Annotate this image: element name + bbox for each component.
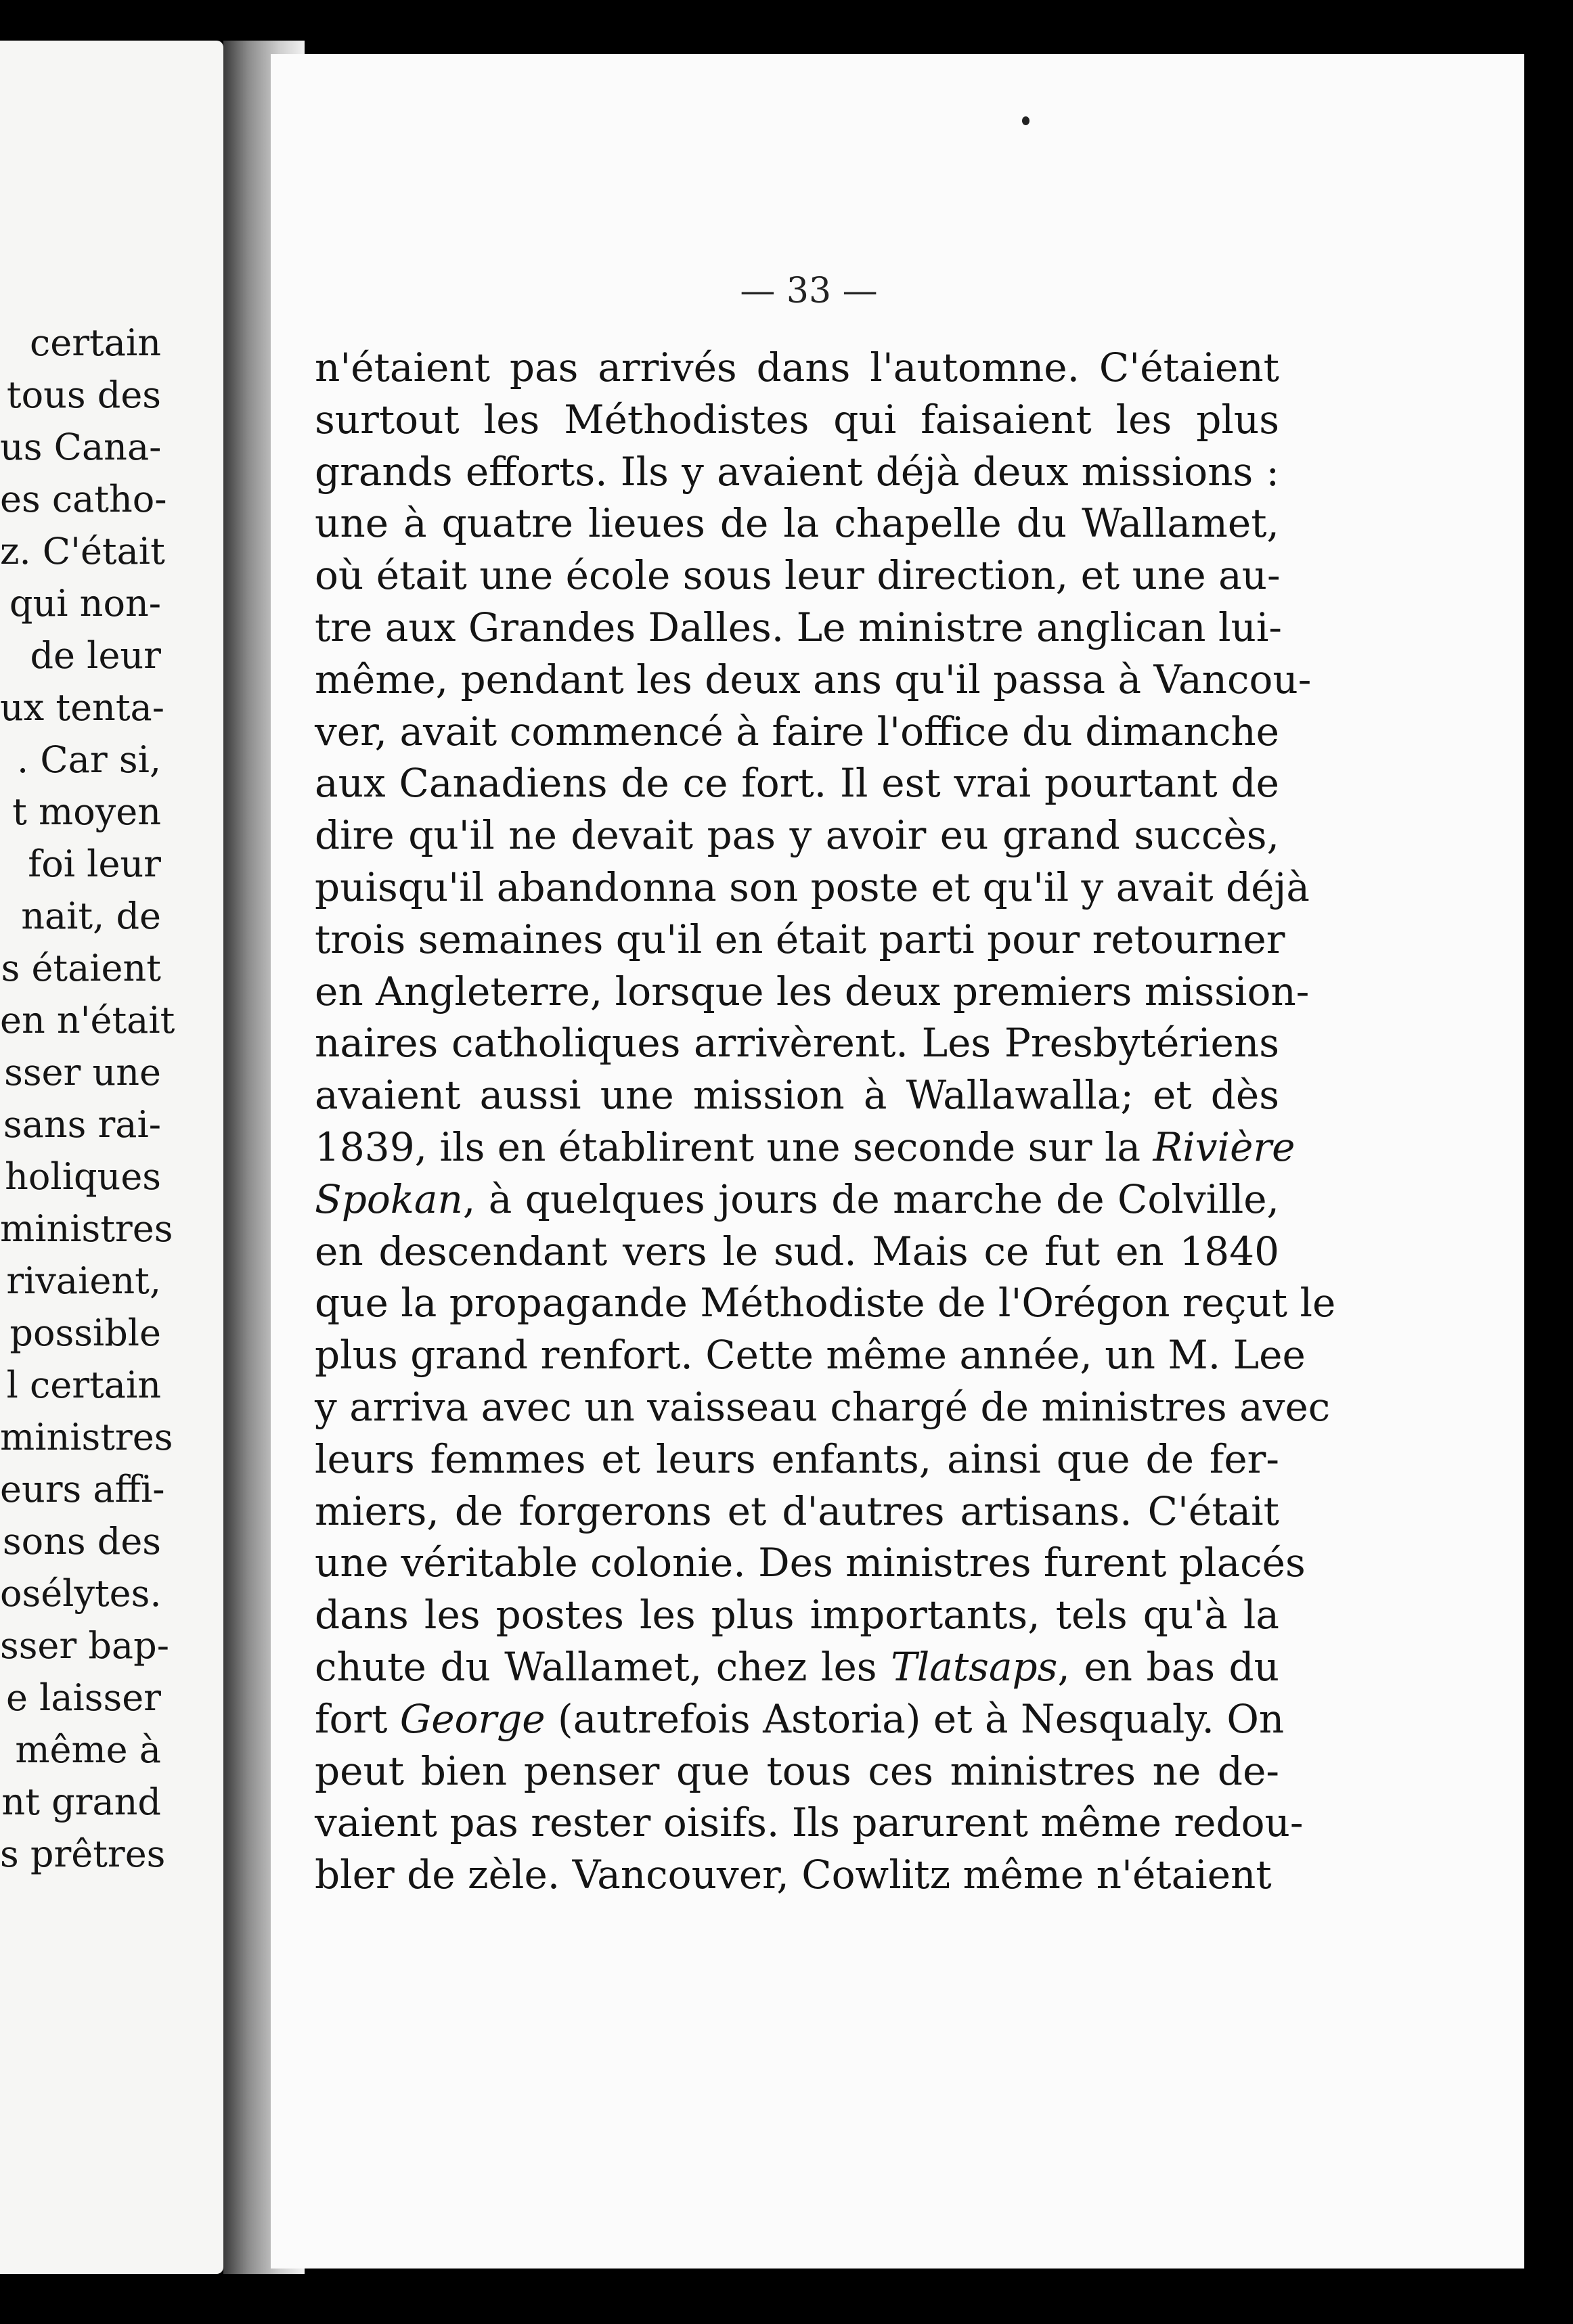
text-line (315, 1641, 1279, 1693)
page-body-text (315, 342, 1336, 1901)
italic-segment: George (399, 1695, 546, 1742)
text-segment: puisqu'il abandonna son poste et qu'il y avait déjà (315, 864, 1310, 910)
text-line (315, 1329, 1306, 1381)
text-segment: , en bas du (1057, 1643, 1279, 1690)
text-segment: que la propagande Méthodiste de l'Orégon reçut le (315, 1280, 1336, 1326)
text-line (315, 550, 1279, 602)
facing-page-line: sans rai- (3, 1103, 161, 1146)
text-line (315, 1485, 1279, 1538)
text-line (315, 342, 1279, 394)
italic-segment: Spokan (315, 1176, 463, 1222)
facing-page-line: foi leur (28, 843, 161, 885)
text-line (315, 1226, 1279, 1278)
text-segment: aux Canadiens de ce fort. Il est vrai pourtant de (315, 760, 1279, 807)
text-segment: dans les postes les plus importants, tels qu'à la (315, 1592, 1279, 1638)
facing-page-line: l certain (6, 1364, 161, 1406)
facing-page-line: de leur (30, 634, 161, 677)
facing-page-line: . Car si, (17, 738, 161, 781)
text-line (315, 1745, 1279, 1797)
text-line (315, 1069, 1279, 1121)
text-segment: (autrefois Astoria) et à Nesqualy. On (545, 1695, 1285, 1742)
text-segment: n'étaient pas arrivés dans l'automne. C'étaient (315, 344, 1279, 390)
text-line (315, 497, 1279, 550)
text-line (315, 1017, 1279, 1069)
facing-page-line: en n'était (0, 999, 175, 1042)
facing-page-line: rivaient, (6, 1259, 161, 1302)
text-line (315, 1174, 1279, 1226)
text-line (315, 1381, 1331, 1433)
text-line (315, 1277, 1336, 1329)
text-line (315, 1589, 1279, 1641)
italic-segment: Tlatsaps (891, 1643, 1058, 1690)
text-line (315, 446, 1279, 498)
text-segment: , à quelques jours de marche de Colville, (462, 1176, 1279, 1222)
text-line (315, 914, 1285, 966)
facing-page-line: ministres (0, 1416, 173, 1458)
facing-page-line: us Cana- (0, 426, 162, 468)
facing-page-line: possible (9, 1312, 161, 1354)
facing-page-line: certain (30, 321, 161, 364)
text-line (315, 1121, 1295, 1174)
facing-page-line: e laisser (5, 1676, 161, 1719)
text-line (315, 602, 1283, 654)
text-segment: 1839, ils en établirent une seconde sur la (315, 1123, 1153, 1170)
text-segment: en descendant vers le sud. Mais ce fut en 1840 (315, 1228, 1279, 1274)
text-line (315, 757, 1279, 809)
facing-page-line: nait, de (21, 895, 161, 937)
text-line (315, 654, 1312, 706)
facing-page-line: nt grand (1, 1781, 161, 1823)
page-number: — 33 — (740, 271, 878, 311)
text-segment: chute du Wallamet, chez les (315, 1643, 891, 1690)
text-segment: où était une école sous leur direction, et une au- (315, 552, 1281, 599)
text-segment: leurs femmes et leurs enfants, ainsi que de fer- (315, 1435, 1279, 1482)
facing-page-line: s prêtres (0, 1833, 166, 1875)
facing-page-line: z. C'était (0, 530, 165, 573)
text-line (315, 862, 1310, 914)
text-segment: surtout les Méthodistes qui faisaient les plus (315, 396, 1279, 443)
text-segment: naires catholiques arrivèrent. Les Presbytériens (315, 1020, 1279, 1067)
facing-page-line: s étaient (1, 947, 161, 989)
text-line (315, 966, 1310, 1018)
facing-page-line: sser bap- (0, 1624, 169, 1667)
text-line (315, 706, 1279, 758)
facing-page-line: ux tenta- (0, 686, 164, 729)
text-segment: vaient pas rester oisifs. Ils parurent même redou- (315, 1800, 1304, 1846)
text-line (315, 1693, 1285, 1745)
facing-page-line: ministres (0, 1207, 173, 1250)
ink-speck (1022, 116, 1029, 125)
text-line (315, 394, 1279, 446)
text-segment: tre aux Grandes Dalles. Le ministre anglican lui- (315, 604, 1283, 650)
facing-page-line: sser une (4, 1051, 161, 1094)
text-segment: en Angleterre, lorsque les deux premiers mission- (315, 968, 1310, 1014)
facing-page-line: osélytes. (0, 1572, 162, 1615)
text-segment: fort (315, 1695, 400, 1742)
text-line (315, 1849, 1279, 1901)
text-segment: même, pendant les deux ans qu'il passa à Vancou- (315, 656, 1312, 702)
facing-page-line: tous des (6, 374, 161, 416)
text-segment: grands efforts. Ils y avaient déjà deux missions : (315, 448, 1279, 495)
text-segment: bler de zèle. Vancouver, Cowlitz même n'étaient (315, 1852, 1272, 1898)
text-segment: avaient aussi une mission à Wallawalla; et dès (315, 1072, 1279, 1119)
text-segment: peut bien penser que tous ces ministres ne de- (315, 1747, 1279, 1794)
text-line (315, 1537, 1306, 1589)
facing-page-text (0, 317, 175, 1880)
facing-page-line: eurs affi- (0, 1468, 165, 1511)
text-segment: y arriva avec un vaisseau chargé de ministres avec (315, 1383, 1331, 1430)
italic-segment: Rivière (1153, 1123, 1295, 1170)
text-segment: plus grand renfort. Cette même année, un M. Lee (315, 1332, 1306, 1379)
text-segment: une à quatre lieues de la chapelle du Wallamet, (315, 500, 1279, 547)
text-segment: miers, de forgerons et d'autres artisans. C'était (315, 1488, 1279, 1534)
text-segment: une véritable colonie. Des ministres furent placés (315, 1540, 1306, 1586)
text-line (315, 1433, 1279, 1485)
text-line (315, 809, 1279, 862)
facing-page-line: es catho- (0, 478, 167, 520)
facing-page-line: même à (15, 1728, 161, 1771)
facing-page-line: qui non- (9, 582, 161, 625)
facing-page-line: t moyen (12, 790, 161, 833)
facing-page-left (0, 41, 223, 2274)
text-line (315, 1797, 1304, 1849)
facing-page-line: sons des (2, 1520, 161, 1563)
text-segment: ver, avait commencé à faire l'office du dimanche (315, 708, 1279, 755)
text-segment: dire qu'il ne devait pas y avoir eu grand succès, (315, 812, 1279, 859)
facing-page-line: holiques (5, 1155, 161, 1198)
text-segment: trois semaines qu'il en était parti pour retourner (315, 916, 1285, 962)
